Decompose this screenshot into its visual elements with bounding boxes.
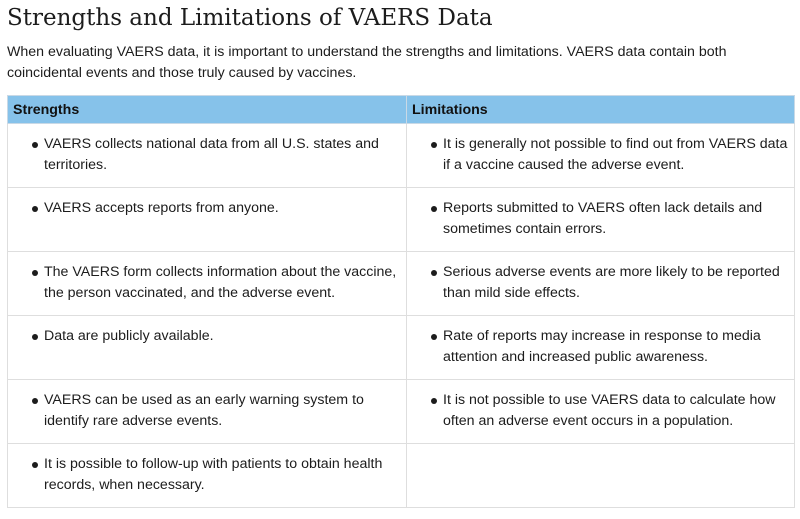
limitation-cell [407, 252, 795, 316]
limitation-text: It is generally not possible to find out from VAERS data if a vaccine caused the adverse event. [443, 136, 788, 173]
bullet-icon [32, 206, 38, 212]
table-row [8, 444, 795, 508]
strength-cell [8, 444, 407, 508]
page-title: Strengths and Limitations of VAERS Data [7, 5, 493, 31]
list-item [8, 444, 406, 496]
header-limitations: Limitations [407, 96, 795, 124]
empty-limitation-cell [407, 444, 795, 508]
intro-paragraph: When evaluating VAERS data, it is important to understand the strengths and limitations. VAERS data contain both coincidental events and those truly caused by vaccines. [7, 44, 727, 81]
table-header-row [8, 96, 795, 124]
limitation-text: Reports submitted to VAERS often lack details and sometimes contain errors. [443, 200, 763, 237]
strength-text: VAERS can be used as an early warning system to identify rare adverse events. [44, 392, 364, 429]
list-item [407, 124, 794, 176]
strength-cell [8, 252, 407, 316]
table-row [8, 252, 795, 316]
strength-text: Data are publicly available. [44, 328, 214, 344]
strength-text: VAERS accepts reports from anyone. [44, 200, 279, 216]
strength-cell [8, 188, 407, 252]
bullet-icon [32, 398, 38, 404]
limitation-text: Rate of reports may increase in response to media attention and increased public awareness. [443, 328, 761, 365]
bullet-icon [431, 398, 437, 404]
table-row [8, 316, 795, 380]
bullet-icon [32, 334, 38, 340]
list-item [8, 316, 406, 347]
strength-cell [8, 380, 407, 444]
bullet-icon [431, 142, 437, 148]
bullet-icon [32, 462, 38, 468]
limitation-text: Serious adverse events are more likely to be reported than mild side effects. [443, 264, 780, 301]
list-item [407, 252, 794, 304]
bullet-icon [431, 270, 437, 276]
strength-text: It is possible to follow-up with patients to obtain health records, when necessary. [44, 456, 383, 493]
bullet-icon [431, 206, 437, 212]
list-item [407, 188, 794, 240]
header-strengths: Strengths [8, 96, 407, 124]
limitation-cell [407, 124, 795, 188]
list-item [407, 380, 794, 432]
table-row [8, 380, 795, 444]
list-item [8, 252, 406, 304]
limitation-cell [407, 316, 795, 380]
list-item [8, 124, 406, 176]
list-item [8, 188, 406, 219]
limitation-cell [407, 380, 795, 444]
table-row [8, 188, 795, 252]
limitation-text: It is not possible to use VAERS data to calculate how often an adverse event occurs in a population. [443, 392, 776, 429]
strength-text: The VAERS form collects information about the vaccine, the person vaccinated, and the adverse event. [44, 264, 397, 301]
bullet-icon [32, 270, 38, 276]
strength-cell [8, 124, 407, 188]
list-item [8, 380, 406, 432]
bullet-icon [32, 142, 38, 148]
table-row [8, 124, 795, 188]
bullet-icon [431, 334, 437, 340]
list-item [407, 316, 794, 368]
strength-cell [8, 316, 407, 380]
limitation-cell [407, 188, 795, 252]
strengths-limitations-table [7, 95, 795, 508]
strength-text: VAERS collects national data from all U.S. states and territories. [44, 136, 379, 173]
